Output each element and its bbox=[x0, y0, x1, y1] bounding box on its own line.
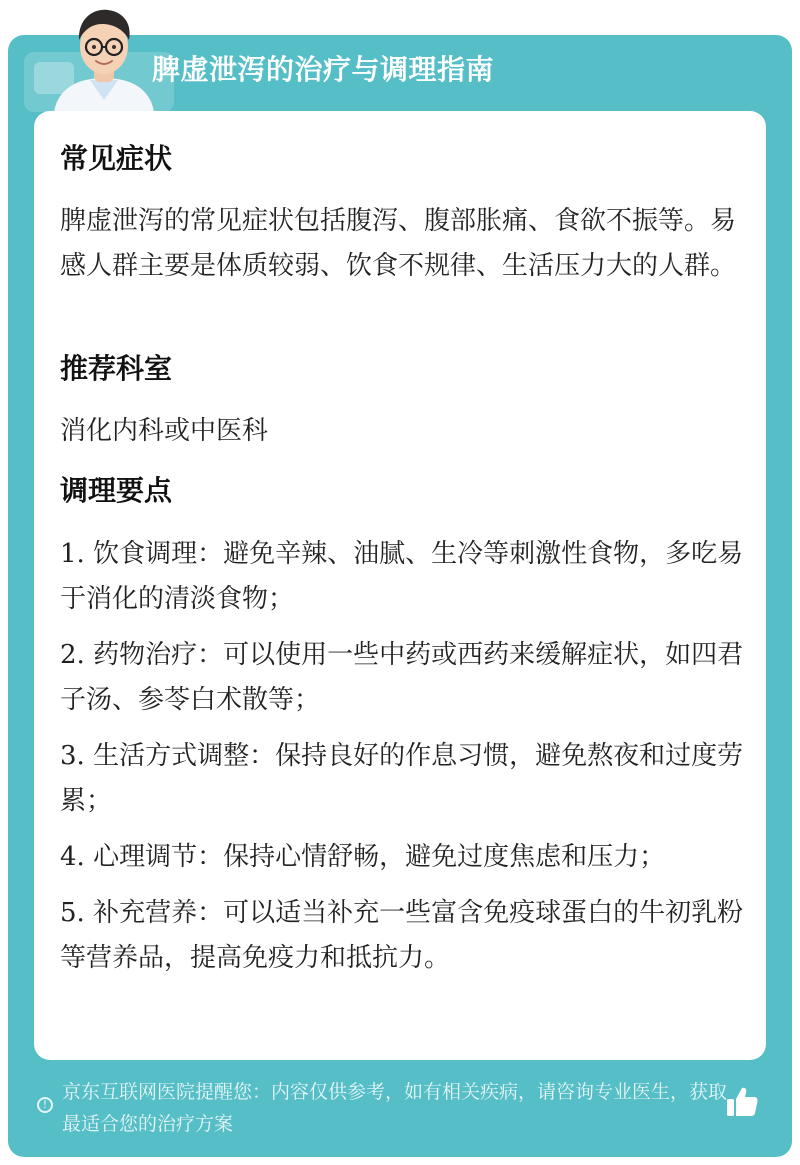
list-item: 1. 饮食调理：避免辛辣、油腻、生冷等刺激性食物，多吃易于消化的清淡食物； bbox=[60, 539, 744, 614]
doctor-avatar bbox=[44, 0, 164, 112]
thumbs-up-icon[interactable] bbox=[724, 1084, 760, 1120]
section-heading-care: 调理要点 bbox=[60, 474, 173, 507]
list-item: 4. 心理调节：保持心情舒畅，避免过度焦虑和压力； bbox=[60, 842, 666, 872]
care-points-list bbox=[60, 532, 750, 992]
list-item: 3. 生活方式调整：保持良好的作息习惯，避免熬夜和过度劳累； bbox=[60, 741, 744, 816]
section-heading-department: 推荐科室 bbox=[60, 352, 173, 385]
content-card bbox=[34, 111, 766, 1060]
list-item: 5. 补充营养：可以适当补充一些富含免疫球蛋白的牛初乳粉等营养品，提高免疫力和抵抗力。 bbox=[60, 898, 744, 973]
section-body-department: 消化内科或中医科 bbox=[60, 416, 269, 446]
section-heading-symptoms: 常见症状 bbox=[60, 142, 173, 175]
section-body-symptoms: 脾虚泄泻的常见症状包括腹泻、腹部胀痛、食欲不振等。易感人群主要是体质较弱、饮食不规律、生活压力大的人群。 bbox=[60, 206, 737, 281]
info-icon: ! bbox=[37, 1097, 53, 1113]
page-title: 脾虚泄泻的治疗与调理指南 bbox=[152, 53, 495, 86]
footer-disclaimer: 京东互联网医院提醒您：内容仅供参考，如有相关疾病，请咨询专业医生，获取最适合您的治疗方案 bbox=[62, 1081, 728, 1135]
list-item: 2. 药物治疗：可以使用一些中药或西药来缓解症状，如四君子汤、参苓白术散等； bbox=[60, 640, 744, 715]
